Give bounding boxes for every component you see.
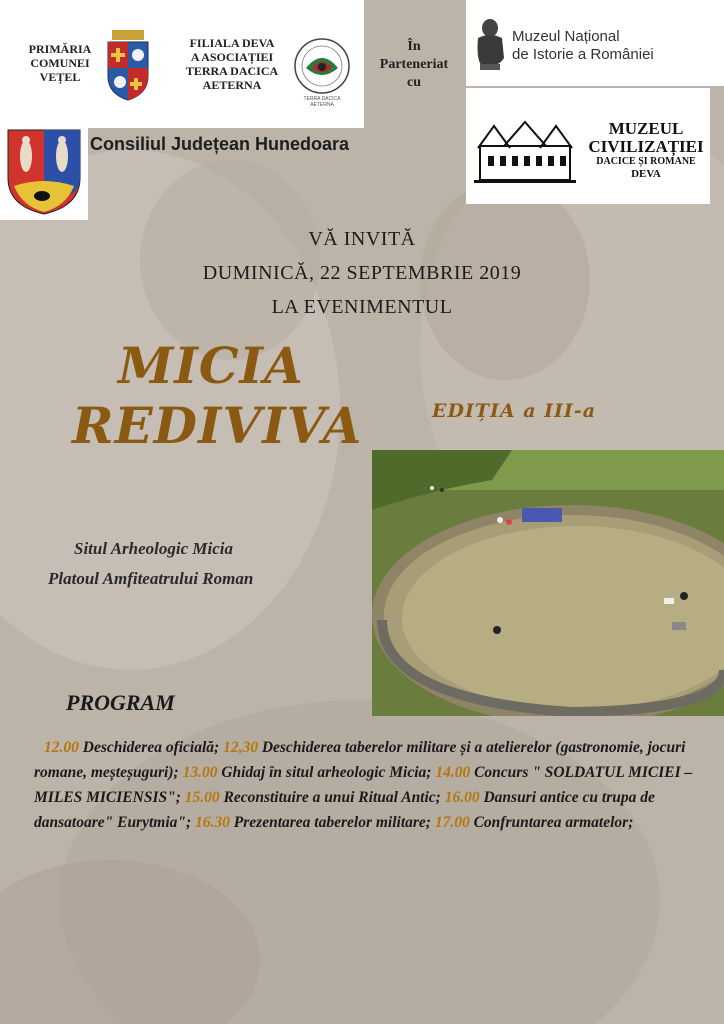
program-title: PROGRAM (66, 690, 175, 715)
invite-line-1: VĂ INVITĂ (308, 228, 416, 250)
partner-text: În Parteneriat cu (379, 39, 449, 90)
program-time: 14.00 (435, 764, 471, 781)
program-time: 16.30 (195, 814, 230, 831)
muzeul-national-logo-icon (472, 16, 508, 72)
program-activity: Deschiderea taberelor militare și a atelierelor (gastronomie, jocuri romane, meșteșuguri); (34, 739, 686, 781)
program-schedule (34, 735, 694, 835)
edition-label: EDIȚIA a III-a (432, 400, 597, 422)
vetel-coat-of-arms-icon (104, 30, 152, 102)
hunedoara-coat-of-arms-icon (6, 128, 82, 216)
program-time: 15.00 (184, 789, 220, 806)
muzeul-civilizatiei-building-icon (474, 118, 576, 184)
program-time: 13.00 (182, 764, 218, 781)
invite-line-3: LA EVENIMENTUL (271, 296, 453, 318)
program-activity: Deschiderea oficială; (78, 739, 224, 756)
muzeul-national-text: Muzeul Național de Istorie a României (512, 28, 654, 63)
location-line-1: Situl Arheologic Micia (74, 539, 234, 558)
program-activity: Concurs " SOLDATUL MICIEI – MILES MICIENSIS"; (34, 764, 693, 806)
program-activity: Confruntarea armatelor; (469, 814, 634, 831)
program-time: 12.00 (44, 739, 79, 756)
muzeul-civilizatiei-text: MUZEUL CIVILIZAȚIEI DACICE ȘI ROMANE DEVA (588, 119, 704, 180)
filiala-text: FILIALA DEVA A ASOCIAȚIEI TERRA DACICA AETERNA (185, 36, 279, 92)
terra-dacica-seal-icon (294, 38, 350, 94)
program-activity: Prezentarea taberelor militare; (229, 814, 435, 831)
program-activity: Ghidaj în situl arheologic Micia; (217, 764, 436, 781)
event-title-micia: MICIA (118, 336, 304, 395)
program-time: 12,30 (223, 739, 258, 756)
program-activity: Reconstituire a unui Ritual Antic; (219, 789, 445, 806)
consiliul-text: Consiliul Județean Hunedoara (90, 134, 350, 154)
program-time: 17.00 (434, 814, 470, 831)
seal-text: TERRA DACICA AETERNA (303, 96, 341, 108)
amphitheatre-photo (372, 450, 724, 716)
location-line-2: Platoul Amfiteatrului Roman (48, 569, 254, 588)
invite-date: DUMINICĂ, 22 SEPTEMBRIE 2019 (202, 262, 522, 284)
event-title-rediviva: REDIVIVA (72, 396, 363, 455)
program-activity: Dansuri antice cu trupa de dansatoare" Eurytmia"; (34, 789, 655, 831)
program-time: 16.00 (444, 789, 480, 806)
primaria-text: PRIMĂRIA COMUNEI VEȚEL (28, 42, 92, 84)
